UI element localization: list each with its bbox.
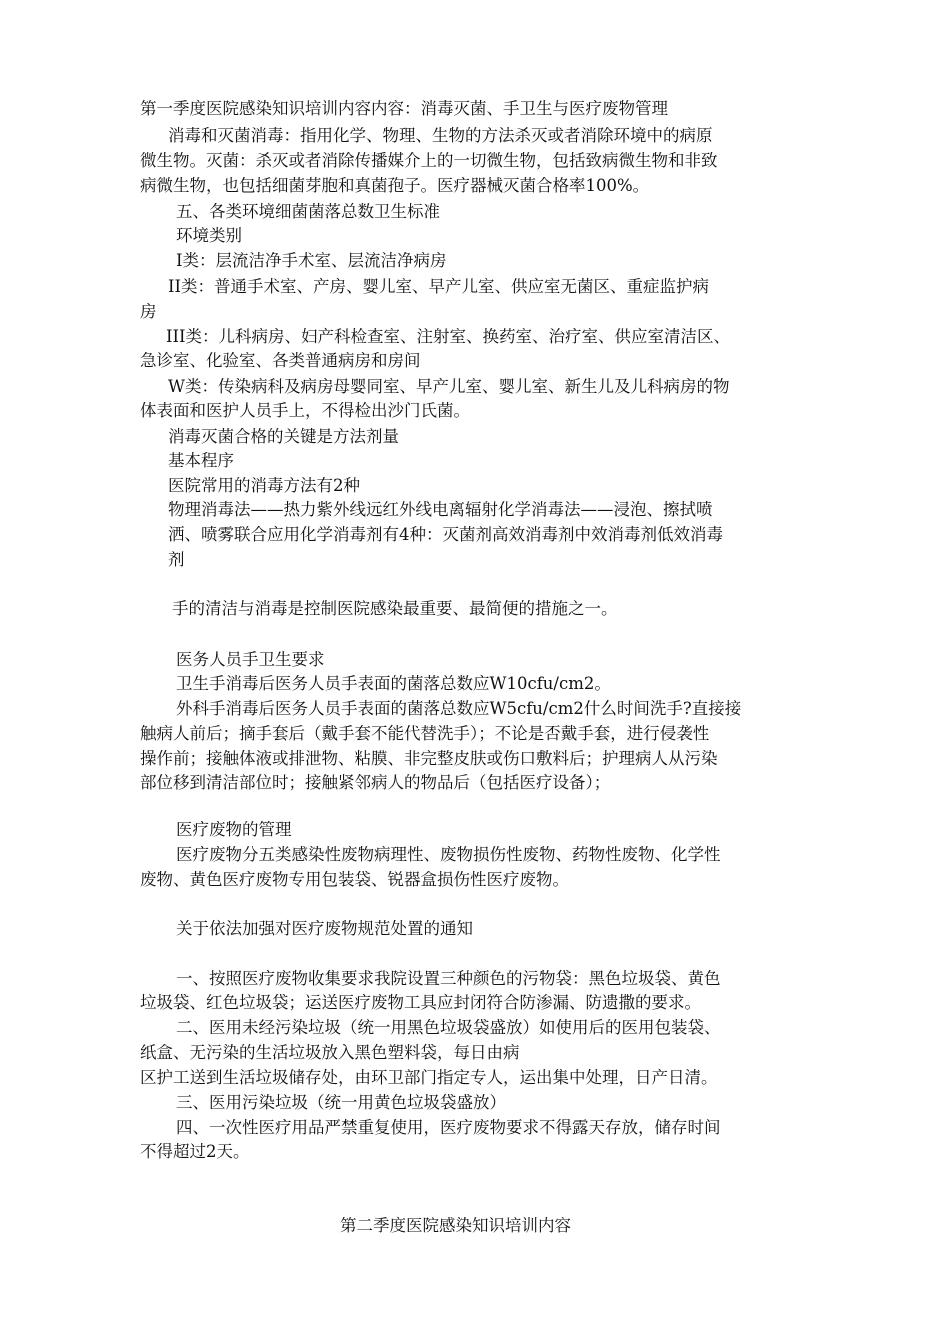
key-point: 消毒灭菌合格的关键是方法剂量: [168, 427, 399, 446]
disinfection-definition-line-3: 病微生物，也包括细菌芽胞和真菌孢子。医疗器械灭菌合格率100%。: [140, 176, 650, 195]
surgical-hand-line-4: 部位移到清洁部位时；接触紧邻病人的物品后（包括医疗设备）；: [140, 773, 611, 792]
notice-item-1-line-2: 垃圾袋、红色垃圾袋；运送医疗废物工具应封闭符合防渗漏、防遗撒的要求。: [140, 993, 701, 1012]
waste-classes-line-1: 医疗废物分五类感染性废物病理性、废物损伤性废物、药物性废物、化学性: [176, 845, 721, 864]
methods-detail-line-3: 剂: [168, 550, 185, 569]
disinfection-definition-line-2: 微生物。灭菌：杀灭或者消除传播媒介上的一切微生物，包括致病微生物和非致: [140, 151, 718, 170]
surgical-hand-line-1: 外科手消毒后医务人员手表面的菌落总数应W5cfu/cm2什么时间洗手?直接接: [176, 699, 742, 718]
notice-item-2-line-2: 纸盒、无污染的生活垃圾放入黑色塑料袋，每日由病: [140, 1043, 520, 1062]
hand-hygiene-importance: 手的清洁与消毒是控制医院感染最重要、最简便的措施之一。: [172, 599, 618, 618]
environment-category-label: 环境类别: [176, 226, 242, 245]
surgical-hand-line-2: 触病人前后；摘手套后（戴手套不能代替洗手）；不论是否戴手套，进行侵袭性: [140, 724, 710, 743]
notice-item-2-line-3: 区护工送到生活垃圾储存处，由环卫部门指定专人，运出集中处理，日产日清。: [140, 1068, 718, 1087]
footer-heading: 第二季度医院感染知识培训内容: [340, 1216, 571, 1235]
class-1-standard: I类：层流洁净手术室、层流洁净病房: [176, 251, 447, 270]
notice-item-3: 三、医用污染垃圾（统一用黄色垃圾袋盛放）: [176, 1093, 506, 1112]
hand-hygiene-title: 医务人员手卫生要求: [176, 650, 325, 669]
notice-title: 关于依法加强对医疗废物规范处置的通知: [176, 919, 473, 938]
class-4-standard-line-2: 体表面和医护人员手上，不得检出沙门氏菌。: [140, 401, 470, 420]
class-3-standard-line-2: 急诊室、化验室、各类普通病房和房间: [140, 351, 421, 370]
class-2-standard-line-2: 房: [140, 302, 157, 321]
methods-count: 医院常用的消毒方法有2种: [168, 476, 360, 495]
notice-item-4-line-1: 四、一次性医疗用品严禁重复使用，医疗废物要求不得露天存放，储存时间: [176, 1118, 721, 1137]
document-heading: 第一季度医院感染知识培训内容内容：消毒灭菌、手卫生与医疗废物管理: [140, 99, 668, 118]
hand-hygiene-standard: 卫生手消毒后医务人员手表面的菌落总数应W10cfu/cm2。: [176, 674, 611, 693]
disinfection-definition-line-1: 消毒和灭菌消毒：指用化学、物理、生物的方法杀灭或者消除环境中的病原: [168, 126, 713, 145]
class-3-standard-line-1: III类：儿科病房、妇产科检查室、注射室、换药室、治疗室、供应室清洁区、: [166, 327, 731, 346]
notice-item-1-line-1: 一、按照医疗废物收集要求我院设置三种颜色的污物袋：黑色垃圾袋、黄色: [176, 969, 721, 988]
class-2-standard-line-1: II类：普通手术室、产房、婴儿室、早产儿室、供应室无菌区、重症监护病: [168, 277, 710, 296]
notice-item-2-line-1: 二、医用未经污染垃圾（统一用黑色垃圾袋盛放）如使用后的医用包装袋、: [176, 1018, 721, 1037]
section-5-title: 五、各类环境细菌菌落总数卫生标准: [176, 202, 440, 221]
notice-item-4-line-2: 不得超过2天。: [140, 1142, 250, 1161]
basic-procedure: 基本程序: [168, 451, 234, 470]
methods-detail-line-1: 物理消毒法——热力紫外线远红外线电离辐射化学消毒法——浸泡、擦拭喷: [168, 500, 713, 519]
waste-management-title: 医疗废物的管理: [176, 820, 292, 839]
waste-classes-line-2: 废物、黄色医疗废物专用包装袋、锐器盒损伤性医疗废物。: [140, 870, 569, 889]
class-4-standard-line-1: W类：传染病科及病房母婴同室、早产儿室、婴儿室、新生儿及儿科病房的物: [168, 377, 730, 396]
surgical-hand-line-3: 操作前；接触体液或排泄物、粘膜、非完整皮肤或伤口敷料后；护理病人从污染: [140, 749, 718, 768]
methods-detail-line-2: 洒、喷雾联合应用化学消毒剂有4种：灭菌剂高效消毒剂中效消毒剂低效消毒: [168, 525, 723, 544]
